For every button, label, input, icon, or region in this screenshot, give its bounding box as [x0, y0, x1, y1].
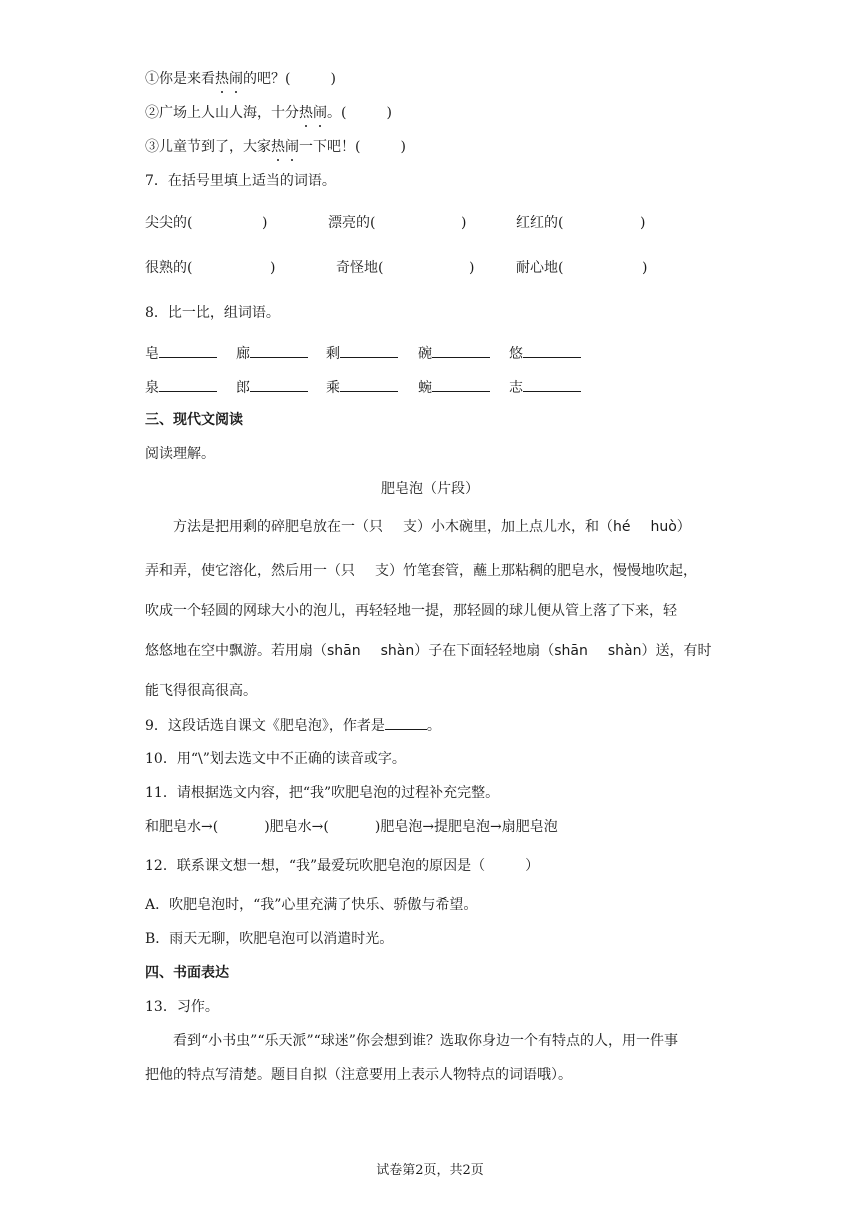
q6-item-3: ③儿童节到了，大家热闹一下吧！( ) [145, 139, 406, 155]
q7-paren: ) [642, 260, 648, 276]
q8-char-item: 乘 [326, 377, 398, 398]
q7-item: 耐心地( [516, 260, 564, 276]
q9: 9．这段话选自课文《肥皂泡》，作者是 。 [145, 715, 441, 736]
q13-prompt-line-2: 把他的特点写清楚。题目自拟（注意要用上表示人物特点的词语哦）。 [145, 1067, 572, 1083]
q7-item: 很熟的( [145, 260, 193, 276]
q10: 10．用“\”划去选文中不正确的读音或字。 [145, 751, 406, 767]
q7-item: 尖尖的( [145, 215, 193, 231]
q7-paren: ) [469, 260, 475, 276]
q12: 12．联系课文想一想，“我”最爱玩吹肥皂泡的原因是（ ） [145, 858, 540, 874]
q8-title: 8．比一比，组词语。 [145, 305, 280, 321]
q6-item-2: ②广场上人山人海，十分热闹。( ) [145, 105, 392, 121]
q11: 11．请根据选文内容，把“我”吹肥皂泡的过程补充完整。 [145, 785, 500, 801]
q7-paren: ) [640, 215, 646, 231]
q8-char-item: 皂 [145, 343, 217, 364]
q13-prompt-line-1: 看到“小书虫”“乐天派”“球迷”你会想到谁？选取你身边一个有特点的人，用一件事 [173, 1033, 678, 1049]
q8-char-item: 廊 [236, 343, 308, 364]
q11-flow: 和肥皂水→( )肥皂水→( )肥皂泡→提肥皂泡→扇肥皂泡 [145, 819, 558, 835]
q13: 13．习作。 [145, 999, 219, 1015]
passage-line-3: 吹成一个轻圆的网球大小的泡儿，再轻轻地一提，那轻圆的球儿便从管上落了下来，轻 [145, 603, 677, 619]
q8-char-item: 志 [509, 377, 581, 398]
passage-line-5: 能飞得很高很高。 [145, 683, 257, 699]
q7-item: 红红的( [516, 215, 564, 231]
passage-title: 肥皂泡（片段） [381, 481, 479, 497]
q8-char-item: 悠 [509, 343, 581, 364]
q8-char-item: 郎 [236, 377, 308, 398]
page-footer: 试卷第2页，共2页 [376, 1163, 484, 1178]
passage-line-1: 方法是把用剩的碎肥皂放在一（只 支）小木碗里，加上点儿水，和（hé huò） [173, 519, 691, 535]
q7-paren: ) [270, 260, 276, 276]
q8-char-item: 泉 [145, 377, 217, 398]
q6-item-1: ①你是来看热闹的吧？( ) [145, 71, 336, 87]
q8-char-item: 碗 [418, 343, 490, 364]
q12-option-a: A．吹肥皂泡时，“我”心里充满了快乐、骄傲与希望。 [145, 897, 478, 913]
q12-option-b: B．雨天无聊，吹肥皂泡可以消遣时光。 [145, 931, 394, 947]
q7-paren: ) [262, 215, 268, 231]
q7-title: 7．在括号里填上适当的词语。 [145, 173, 336, 189]
passage-line-4: 悠悠地在空中飘游。若用扇（shān shàn）子在下面轻轻地扇（shān shàn）送，有时 [145, 643, 712, 659]
section-heading-3: 三、现代文阅读 [145, 412, 243, 428]
q7-paren: ) [461, 215, 467, 231]
q8-char-item: 蜿 [418, 377, 490, 398]
q7-item: 奇怪地( [336, 260, 384, 276]
q8-char-item: 剩 [326, 343, 398, 364]
passage-line-2: 弄和弄，使它溶化，然后用一（只 支）竹笔套管，蘸上那粘稠的肥皂水，慢慢地吹起， [145, 563, 697, 579]
section-heading-4: 四、书面表达 [145, 965, 229, 981]
reading-intro: 阅读理解。 [145, 446, 215, 462]
q7-item: 漂亮的( [328, 215, 376, 231]
